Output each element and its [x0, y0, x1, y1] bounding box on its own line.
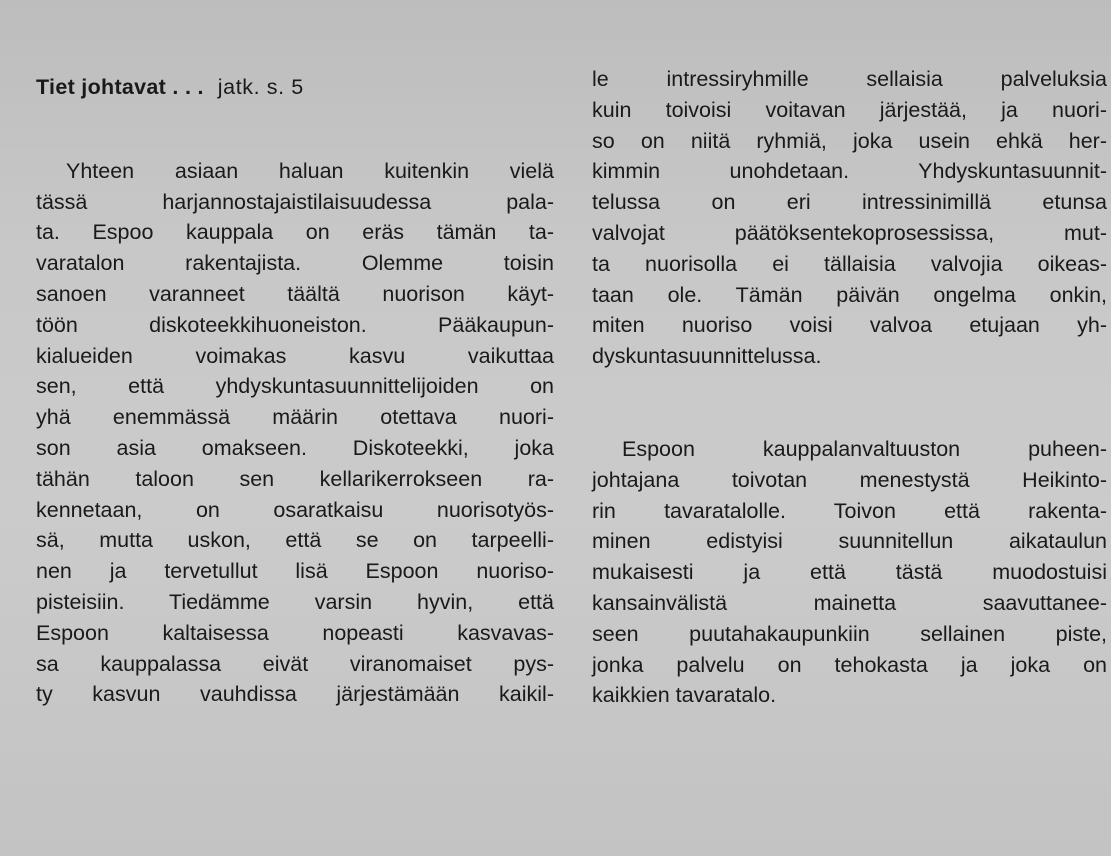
text-line: johtajana toivotan menestystä Heikinto-: [592, 467, 1107, 492]
text-line: miten nuoriso voisi valvoa etujaan yh-: [592, 313, 1107, 338]
text-line: Espoon kaltaisessa nopeasti kasvavas-: [36, 620, 554, 645]
text-line: ty kasvun vauhdissa järjestämään kaikil-: [36, 682, 554, 707]
text-line: Espoon kauppalanvaltuuston puheen-: [622, 436, 1107, 461]
text-line: sanoen varanneet täältä nuorison käyt-: [36, 281, 554, 306]
text-line: kuin toivoisi voitavan järjestää, ja nuori-: [592, 97, 1107, 122]
text-line: valvojat päätöksentekoprosessissa, mut-: [592, 220, 1107, 245]
text-line: dyskuntasuunnittelussa.: [592, 344, 822, 369]
text-line: so on niitä ryhmiä, joka usein ehkä her-: [592, 128, 1107, 153]
text-line: nen ja tervetullut lisä Espoon nuoriso-: [36, 559, 554, 584]
text-line: sen, että yhdyskuntasuunnittelijoiden on: [36, 374, 554, 399]
text-line: kennetaan, on osaratkaisu nuorisotyös-: [36, 497, 554, 522]
text-line: töön diskoteekkihuoneiston. Pääkaupun-: [36, 312, 554, 337]
text-line: telussa on eri intressinimillä etunsa: [592, 190, 1107, 215]
right-paragraph-2: [592, 434, 1107, 711]
right-column: [592, 64, 1107, 711]
left-column: [36, 64, 554, 710]
text-line: kialueiden voimakas kasvu vaikuttaa: [36, 343, 554, 368]
text-line: rin tavaratalolle. Toivon että rakenta-: [592, 498, 1107, 523]
text-line: tähän taloon sen kellarikerrokseen ra-: [36, 466, 554, 491]
text-line: mukaisesti ja että tästä muodostuisi: [592, 560, 1107, 585]
text-line: sa kauppalassa eivät viranomaiset pys-: [36, 651, 554, 676]
text-line: kansainvälistä mainetta saavuttanee-: [592, 590, 1107, 615]
text-line: jonka palvelu on tehokasta ja joka on: [592, 652, 1107, 677]
text-line: seen puutahakaupunkiin sellainen piste,: [592, 621, 1107, 646]
text-line: Yhteen asiaan haluan kuitenkin vielä: [66, 158, 554, 183]
text-line: le intressiryhmille sellaisia palveluksia: [592, 67, 1107, 91]
article-heading-continuation: jatk. s. 5: [217, 75, 304, 99]
text-line: sä, mutta uskon, että se on tarpeelli-: [36, 528, 554, 553]
text-line: tässä harjannostajaistilaisuudessa pala-: [36, 189, 554, 214]
left-paragraph-1: [36, 156, 554, 710]
text-line: pisteisiin. Tiedämme varsin hyvin, että: [36, 589, 554, 614]
paragraph-spacer: [592, 372, 1107, 434]
text-line: yhä enemmässä määrin otettava nuori-: [36, 405, 554, 430]
article-heading: [36, 72, 554, 103]
text-line: son asia omakseen. Diskoteekki, joka: [36, 435, 554, 460]
text-line: ta. Espoo kauppala on eräs tämän ta-: [36, 220, 554, 245]
text-line: ta nuorisolla ei tällaisia valvojia oikeas-: [592, 251, 1107, 276]
text-line: kaikkien tavaratalo.: [592, 683, 777, 708]
text-line: kimmin unohdetaan. Yhdyskuntasuunnit-: [592, 159, 1107, 184]
text-line: taan ole. Tämän päivän ongelma onkin,: [592, 282, 1107, 307]
text-line: minen edistyisi suunnitellun aikataulun: [592, 529, 1107, 554]
right-paragraph-1: [592, 64, 1107, 372]
heading-spacer: [36, 103, 554, 156]
article-heading-title: Tiet johtavat . . .: [36, 75, 204, 99]
text-line: varatalon rakentajista. Olemme toisin: [36, 251, 554, 276]
